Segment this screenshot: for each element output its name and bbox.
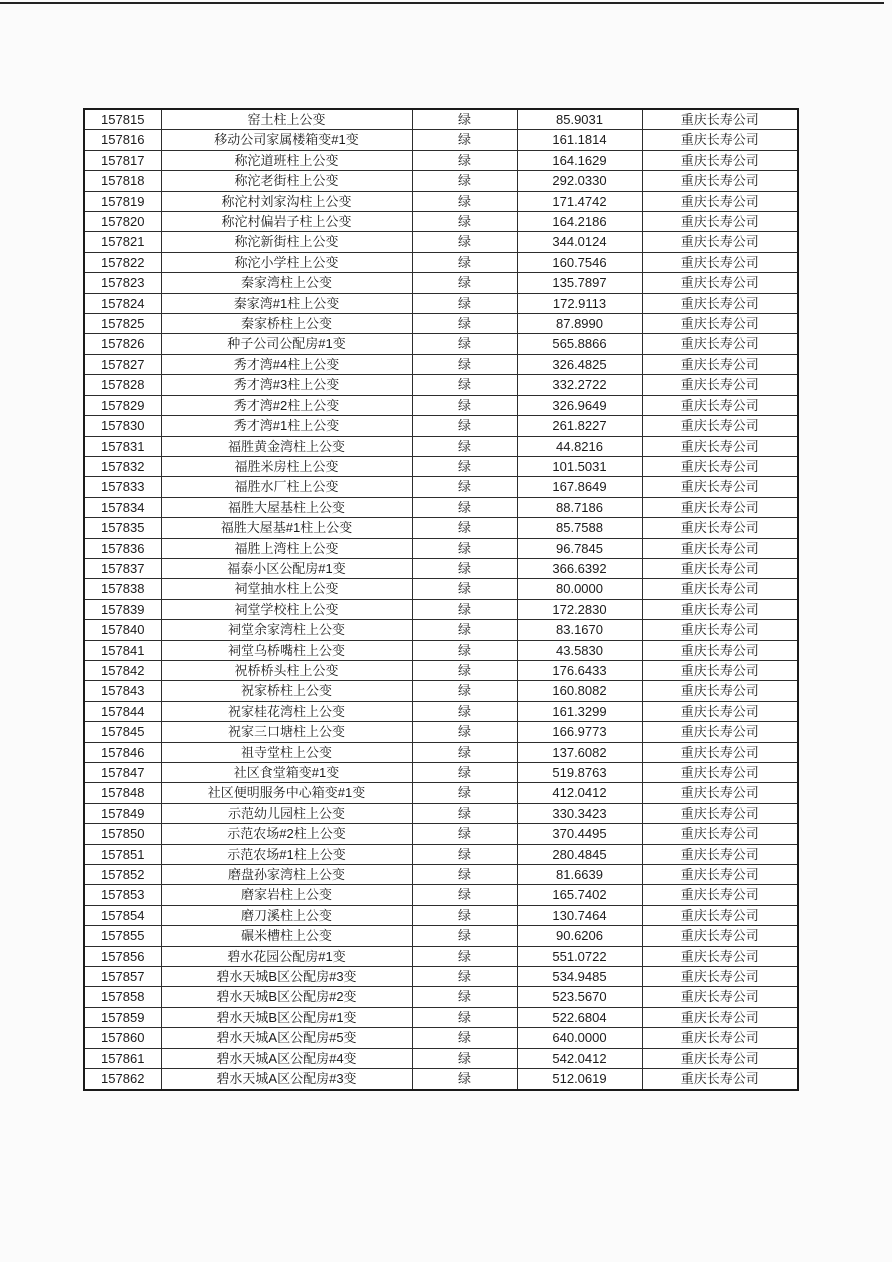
cell-id[interactable]: 157831	[84, 436, 161, 456]
cell-name[interactable]: 福胜米房柱上公变	[161, 456, 412, 476]
cell-company[interactable]: 重庆长寿公司	[642, 803, 798, 823]
cell-status[interactable]: 绿	[412, 946, 517, 966]
cell-name[interactable]: 秦家桥柱上公变	[161, 314, 412, 334]
cell-value[interactable]: 292.0330	[517, 171, 642, 191]
cell-name[interactable]: 移动公司家属楼箱变#1变	[161, 130, 412, 150]
cell-value[interactable]: 44.8216	[517, 436, 642, 456]
table-row[interactable]	[84, 1069, 798, 1090]
cell-status[interactable]: 绿	[412, 416, 517, 436]
cell-id[interactable]: 157846	[84, 742, 161, 762]
cell-status[interactable]: 绿	[412, 109, 517, 130]
table-row[interactable]	[84, 967, 798, 987]
cell-id[interactable]: 157827	[84, 354, 161, 374]
cell-id[interactable]: 157852	[84, 865, 161, 885]
cell-company[interactable]: 重庆长寿公司	[642, 1069, 798, 1090]
cell-name[interactable]: 祝家桂花湾柱上公变	[161, 701, 412, 721]
cell-status[interactable]: 绿	[412, 926, 517, 946]
cell-name[interactable]: 福泰小区公配房#1变	[161, 558, 412, 578]
cell-company[interactable]: 重庆长寿公司	[642, 1007, 798, 1027]
cell-name[interactable]: 碧水花园公配房#1变	[161, 946, 412, 966]
cell-status[interactable]: 绿	[412, 681, 517, 701]
cell-id[interactable]: 157862	[84, 1069, 161, 1090]
table-row[interactable]	[84, 579, 798, 599]
cell-id[interactable]: 157851	[84, 844, 161, 864]
table-row[interactable]	[84, 742, 798, 762]
cell-id[interactable]: 157858	[84, 987, 161, 1007]
table-body	[84, 109, 798, 1090]
cell-status[interactable]: 绿	[412, 620, 517, 640]
table-row[interactable]	[84, 803, 798, 823]
cell-id[interactable]: 157828	[84, 375, 161, 395]
cell-status[interactable]: 绿	[412, 660, 517, 680]
cell-id[interactable]: 157837	[84, 558, 161, 578]
cell-name[interactable]: 秀才湾#3柱上公变	[161, 375, 412, 395]
cell-company[interactable]: 重庆长寿公司	[642, 660, 798, 680]
cell-value[interactable]: 332.2722	[517, 375, 642, 395]
cell-id[interactable]: 157834	[84, 497, 161, 517]
cell-company[interactable]: 重庆长寿公司	[642, 926, 798, 946]
cell-status[interactable]: 绿	[412, 905, 517, 925]
cell-name[interactable]: 福胜大屋基柱上公变	[161, 497, 412, 517]
cell-company[interactable]: 重庆长寿公司	[642, 763, 798, 783]
cell-company[interactable]: 重庆长寿公司	[642, 354, 798, 374]
table-row[interactable]	[84, 681, 798, 701]
transformer-table	[83, 108, 799, 1091]
cell-name[interactable]: 称沱小学柱上公变	[161, 252, 412, 272]
cell-status[interactable]: 绿	[412, 1069, 517, 1090]
cell-id[interactable]: 157822	[84, 252, 161, 272]
table-row[interactable]	[84, 334, 798, 354]
cell-name[interactable]: 福胜大屋基#1柱上公变	[161, 518, 412, 538]
cell-value[interactable]: 43.5830	[517, 640, 642, 660]
cell-value[interactable]: 80.0000	[517, 579, 642, 599]
cell-name[interactable]: 祝家桥柱上公变	[161, 681, 412, 701]
table-row[interactable]	[84, 946, 798, 966]
cell-id[interactable]: 157841	[84, 640, 161, 660]
table-row[interactable]	[84, 987, 798, 1007]
cell-id[interactable]: 157861	[84, 1048, 161, 1068]
cell-name[interactable]: 碧水天城A区公配房#3变	[161, 1069, 412, 1090]
cell-company[interactable]: 重庆长寿公司	[642, 783, 798, 803]
cell-company[interactable]: 重庆长寿公司	[642, 742, 798, 762]
cell-status[interactable]: 绿	[412, 803, 517, 823]
cell-value[interactable]: 366.6392	[517, 558, 642, 578]
cell-name[interactable]: 秀才湾#2柱上公变	[161, 395, 412, 415]
cell-id[interactable]: 157856	[84, 946, 161, 966]
cell-company[interactable]: 重庆长寿公司	[642, 375, 798, 395]
cell-status[interactable]: 绿	[412, 456, 517, 476]
table-row[interactable]	[84, 844, 798, 864]
cell-status[interactable]: 绿	[412, 967, 517, 987]
cell-id[interactable]: 157824	[84, 293, 161, 313]
cell-status[interactable]: 绿	[412, 334, 517, 354]
cell-status[interactable]: 绿	[412, 232, 517, 252]
cell-value[interactable]: 130.7464	[517, 905, 642, 925]
cell-id[interactable]: 157859	[84, 1007, 161, 1027]
cell-company[interactable]: 重庆长寿公司	[642, 314, 798, 334]
cell-id[interactable]: 157823	[84, 273, 161, 293]
table-row[interactable]	[84, 558, 798, 578]
cell-value[interactable]: 90.6206	[517, 926, 642, 946]
cell-value[interactable]: 135.7897	[517, 273, 642, 293]
cell-company[interactable]: 重庆长寿公司	[642, 191, 798, 211]
cell-name[interactable]: 祝家三口塘柱上公变	[161, 722, 412, 742]
cell-id[interactable]: 157853	[84, 885, 161, 905]
cell-status[interactable]: 绿	[412, 538, 517, 558]
cell-value[interactable]: 164.1629	[517, 150, 642, 170]
cell-value[interactable]: 101.5031	[517, 456, 642, 476]
cell-company[interactable]: 重庆长寿公司	[642, 722, 798, 742]
cell-value[interactable]: 164.2186	[517, 212, 642, 232]
cell-company[interactable]: 重庆长寿公司	[642, 701, 798, 721]
table-row[interactable]	[84, 293, 798, 313]
cell-name[interactable]: 祝桥桥头柱上公变	[161, 660, 412, 680]
cell-value[interactable]: 85.7588	[517, 518, 642, 538]
cell-name[interactable]: 示范农场#1柱上公变	[161, 844, 412, 864]
cell-company[interactable]: 重庆长寿公司	[642, 844, 798, 864]
cell-status[interactable]: 绿	[412, 1007, 517, 1027]
cell-id[interactable]: 157850	[84, 824, 161, 844]
table-row[interactable]	[84, 599, 798, 619]
cell-value[interactable]: 344.0124	[517, 232, 642, 252]
table-row[interactable]	[84, 436, 798, 456]
table-row[interactable]	[84, 252, 798, 272]
cell-value[interactable]: 160.8082	[517, 681, 642, 701]
table-row[interactable]	[84, 1007, 798, 1027]
cell-company[interactable]: 重庆长寿公司	[642, 130, 798, 150]
table-row[interactable]	[84, 232, 798, 252]
cell-value[interactable]: 412.0412	[517, 783, 642, 803]
cell-id[interactable]: 157816	[84, 130, 161, 150]
cell-company[interactable]: 重庆长寿公司	[642, 456, 798, 476]
cell-value[interactable]: 87.8990	[517, 314, 642, 334]
cell-value[interactable]: 326.9649	[517, 395, 642, 415]
cell-name[interactable]: 社区便明服务中心箱变#1变	[161, 783, 412, 803]
cell-company[interactable]: 重庆长寿公司	[642, 171, 798, 191]
cell-id[interactable]: 157815	[84, 109, 161, 130]
table-row[interactable]	[84, 477, 798, 497]
cell-company[interactable]: 重庆长寿公司	[642, 232, 798, 252]
cell-name[interactable]: 碧水天城B区公配房#3变	[161, 967, 412, 987]
table-row[interactable]	[84, 722, 798, 742]
cell-id[interactable]: 157842	[84, 660, 161, 680]
cell-name[interactable]: 福胜上湾柱上公变	[161, 538, 412, 558]
cell-company[interactable]: 重庆长寿公司	[642, 212, 798, 232]
cell-value[interactable]: 512.0619	[517, 1069, 642, 1090]
cell-company[interactable]: 重庆长寿公司	[642, 905, 798, 925]
cell-company[interactable]: 重庆长寿公司	[642, 946, 798, 966]
table-row[interactable]	[84, 538, 798, 558]
cell-id[interactable]: 157826	[84, 334, 161, 354]
table-row[interactable]	[84, 701, 798, 721]
cell-value[interactable]: 370.4495	[517, 824, 642, 844]
cell-value[interactable]: 522.6804	[517, 1007, 642, 1027]
cell-value[interactable]: 172.9113	[517, 293, 642, 313]
cell-id[interactable]: 157849	[84, 803, 161, 823]
cell-status[interactable]: 绿	[412, 599, 517, 619]
cell-name[interactable]: 社区食堂箱变#1变	[161, 763, 412, 783]
cell-value[interactable]: 542.0412	[517, 1048, 642, 1068]
cell-company[interactable]: 重庆长寿公司	[642, 558, 798, 578]
table-row[interactable]	[84, 497, 798, 517]
cell-status[interactable]: 绿	[412, 518, 517, 538]
cell-company[interactable]: 重庆长寿公司	[642, 273, 798, 293]
cell-value[interactable]: 565.8866	[517, 334, 642, 354]
cell-status[interactable]: 绿	[412, 354, 517, 374]
cell-name[interactable]: 祠堂学校柱上公变	[161, 599, 412, 619]
cell-company[interactable]: 重庆长寿公司	[642, 518, 798, 538]
cell-name[interactable]: 碧水天城A区公配房#5变	[161, 1028, 412, 1048]
table-row[interactable]	[84, 375, 798, 395]
table-row[interactable]	[84, 885, 798, 905]
cell-name[interactable]: 窑土柱上公变	[161, 109, 412, 130]
cell-id[interactable]: 157854	[84, 905, 161, 925]
cell-name[interactable]: 磨家岩柱上公变	[161, 885, 412, 905]
table-row[interactable]	[84, 109, 798, 130]
cell-id[interactable]: 157833	[84, 477, 161, 497]
cell-value[interactable]: 172.2830	[517, 599, 642, 619]
cell-status[interactable]: 绿	[412, 722, 517, 742]
cell-name[interactable]: 称沱老街柱上公变	[161, 171, 412, 191]
table-row[interactable]	[84, 905, 798, 925]
cell-company[interactable]: 重庆长寿公司	[642, 1028, 798, 1048]
cell-id[interactable]: 157832	[84, 456, 161, 476]
cell-status[interactable]: 绿	[412, 212, 517, 232]
cell-company[interactable]: 重庆长寿公司	[642, 865, 798, 885]
cell-id[interactable]: 157840	[84, 620, 161, 640]
cell-company[interactable]: 重庆长寿公司	[642, 497, 798, 517]
table-row[interactable]	[84, 926, 798, 946]
table-row[interactable]	[84, 763, 798, 783]
cell-name[interactable]: 碧水天城B区公配房#1变	[161, 1007, 412, 1027]
cell-status[interactable]: 绿	[412, 558, 517, 578]
table-row[interactable]	[84, 824, 798, 844]
cell-name[interactable]: 称沱村刘家沟柱上公变	[161, 191, 412, 211]
table-row[interactable]	[84, 212, 798, 232]
table-row[interactable]	[84, 171, 798, 191]
table-row[interactable]	[84, 191, 798, 211]
cell-value[interactable]: 88.7186	[517, 497, 642, 517]
cell-status[interactable]: 绿	[412, 150, 517, 170]
cell-company[interactable]: 重庆长寿公司	[642, 293, 798, 313]
cell-id[interactable]: 157847	[84, 763, 161, 783]
cell-value[interactable]: 523.5670	[517, 987, 642, 1007]
cell-value[interactable]: 280.4845	[517, 844, 642, 864]
cell-value[interactable]: 551.0722	[517, 946, 642, 966]
cell-status[interactable]: 绿	[412, 844, 517, 864]
cell-status[interactable]: 绿	[412, 375, 517, 395]
cell-name[interactable]: 称沱新街柱上公变	[161, 232, 412, 252]
cell-value[interactable]: 161.3299	[517, 701, 642, 721]
cell-value[interactable]: 326.4825	[517, 354, 642, 374]
cell-name[interactable]: 祠堂乌桥嘴柱上公变	[161, 640, 412, 660]
table-row[interactable]	[84, 660, 798, 680]
table-row[interactable]	[84, 620, 798, 640]
cell-id[interactable]: 157829	[84, 395, 161, 415]
cell-name[interactable]: 称沱村偏岩子柱上公变	[161, 212, 412, 232]
cell-name[interactable]: 碧水天城A区公配房#4变	[161, 1048, 412, 1068]
table-row[interactable]	[84, 783, 798, 803]
table-row[interactable]	[84, 416, 798, 436]
page-top-divider	[0, 2, 884, 4]
cell-company[interactable]: 重庆长寿公司	[642, 987, 798, 1007]
cell-name[interactable]: 祖寺堂柱上公变	[161, 742, 412, 762]
cell-name[interactable]: 种子公司公配房#1变	[161, 334, 412, 354]
cell-value[interactable]: 330.3423	[517, 803, 642, 823]
cell-id[interactable]: 157860	[84, 1028, 161, 1048]
table-row[interactable]	[84, 354, 798, 374]
cell-name[interactable]: 称沱道班柱上公变	[161, 150, 412, 170]
cell-id[interactable]: 157848	[84, 783, 161, 803]
cell-id[interactable]: 157838	[84, 579, 161, 599]
cell-value[interactable]: 176.6433	[517, 660, 642, 680]
cell-name[interactable]: 磨盘孙家湾柱上公变	[161, 865, 412, 885]
cell-status[interactable]: 绿	[412, 885, 517, 905]
table-row[interactable]	[84, 150, 798, 170]
cell-status[interactable]: 绿	[412, 1028, 517, 1048]
cell-value[interactable]: 81.6639	[517, 865, 642, 885]
cell-status[interactable]: 绿	[412, 395, 517, 415]
cell-company[interactable]: 重庆长寿公司	[642, 599, 798, 619]
cell-name[interactable]: 祠堂余家湾柱上公变	[161, 620, 412, 640]
table-row[interactable]	[84, 456, 798, 476]
cell-id[interactable]: 157830	[84, 416, 161, 436]
cell-company[interactable]: 重庆长寿公司	[642, 1048, 798, 1068]
cell-status[interactable]: 绿	[412, 273, 517, 293]
cell-id[interactable]: 157821	[84, 232, 161, 252]
cell-status[interactable]: 绿	[412, 742, 517, 762]
table-row[interactable]	[84, 1048, 798, 1068]
cell-name[interactable]: 福胜水厂柱上公变	[161, 477, 412, 497]
cell-value[interactable]: 261.8227	[517, 416, 642, 436]
cell-status[interactable]: 绿	[412, 640, 517, 660]
cell-company[interactable]: 重庆长寿公司	[642, 109, 798, 130]
cell-id[interactable]: 157820	[84, 212, 161, 232]
cell-value[interactable]: 166.9773	[517, 722, 642, 742]
cell-company[interactable]: 重庆长寿公司	[642, 416, 798, 436]
cell-name[interactable]: 祠堂抽水柱上公变	[161, 579, 412, 599]
cell-status[interactable]: 绿	[412, 701, 517, 721]
cell-value[interactable]: 165.7402	[517, 885, 642, 905]
cell-id[interactable]: 157845	[84, 722, 161, 742]
cell-company[interactable]: 重庆长寿公司	[642, 681, 798, 701]
cell-company[interactable]: 重庆长寿公司	[642, 538, 798, 558]
cell-value[interactable]: 161.1814	[517, 130, 642, 150]
table-row[interactable]	[84, 865, 798, 885]
cell-status[interactable]: 绿	[412, 130, 517, 150]
cell-value[interactable]: 171.4742	[517, 191, 642, 211]
cell-status[interactable]: 绿	[412, 763, 517, 783]
cell-value[interactable]: 167.8649	[517, 477, 642, 497]
cell-id[interactable]: 157825	[84, 314, 161, 334]
cell-company[interactable]: 重庆长寿公司	[642, 150, 798, 170]
cell-name[interactable]: 磨刀溪柱上公变	[161, 905, 412, 925]
cell-value[interactable]: 83.1670	[517, 620, 642, 640]
table-row[interactable]	[84, 314, 798, 334]
cell-status[interactable]: 绿	[412, 497, 517, 517]
cell-status[interactable]: 绿	[412, 824, 517, 844]
cell-status[interactable]: 绿	[412, 436, 517, 456]
cell-id[interactable]: 157817	[84, 150, 161, 170]
cell-name[interactable]: 碧水天城B区公配房#2变	[161, 987, 412, 1007]
cell-id[interactable]: 157818	[84, 171, 161, 191]
cell-status[interactable]: 绿	[412, 252, 517, 272]
cell-value[interactable]: 519.8763	[517, 763, 642, 783]
cell-company[interactable]: 重庆长寿公司	[642, 395, 798, 415]
cell-status[interactable]: 绿	[412, 171, 517, 191]
cell-name[interactable]: 秀才湾#4柱上公变	[161, 354, 412, 374]
cell-id[interactable]: 157844	[84, 701, 161, 721]
table-row[interactable]	[84, 640, 798, 660]
cell-value[interactable]: 160.7546	[517, 252, 642, 272]
cell-status[interactable]: 绿	[412, 865, 517, 885]
cell-id[interactable]: 157836	[84, 538, 161, 558]
cell-company[interactable]: 重庆长寿公司	[642, 252, 798, 272]
cell-company[interactable]: 重庆长寿公司	[642, 640, 798, 660]
cell-name[interactable]: 示范幼儿园柱上公变	[161, 803, 412, 823]
cell-status[interactable]: 绿	[412, 783, 517, 803]
cell-company[interactable]: 重庆长寿公司	[642, 436, 798, 456]
cell-company[interactable]: 重庆长寿公司	[642, 824, 798, 844]
cell-company[interactable]: 重庆长寿公司	[642, 334, 798, 354]
table-row[interactable]	[84, 1028, 798, 1048]
table-row[interactable]	[84, 395, 798, 415]
cell-status[interactable]: 绿	[412, 579, 517, 599]
cell-company[interactable]: 重庆长寿公司	[642, 885, 798, 905]
transformer-table-container	[83, 108, 797, 1091]
cell-status[interactable]: 绿	[412, 314, 517, 334]
cell-value[interactable]: 640.0000	[517, 1028, 642, 1048]
cell-status[interactable]: 绿	[412, 987, 517, 1007]
cell-status[interactable]: 绿	[412, 191, 517, 211]
cell-value[interactable]: 96.7845	[517, 538, 642, 558]
cell-name[interactable]: 碾米槽柱上公变	[161, 926, 412, 946]
cell-name[interactable]: 秦家湾#1柱上公变	[161, 293, 412, 313]
cell-id[interactable]: 157857	[84, 967, 161, 987]
cell-value[interactable]: 137.6082	[517, 742, 642, 762]
cell-status[interactable]: 绿	[412, 1048, 517, 1068]
cell-status[interactable]: 绿	[412, 293, 517, 313]
cell-value[interactable]: 534.9485	[517, 967, 642, 987]
cell-id[interactable]: 157839	[84, 599, 161, 619]
table-row[interactable]	[84, 273, 798, 293]
cell-id[interactable]: 157819	[84, 191, 161, 211]
table-row[interactable]	[84, 130, 798, 150]
cell-status[interactable]: 绿	[412, 477, 517, 497]
cell-value[interactable]: 85.9031	[517, 109, 642, 130]
cell-name[interactable]: 示范农场#2柱上公变	[161, 824, 412, 844]
cell-company[interactable]: 重庆长寿公司	[642, 967, 798, 987]
cell-name[interactable]: 秀才湾#1柱上公变	[161, 416, 412, 436]
cell-company[interactable]: 重庆长寿公司	[642, 579, 798, 599]
cell-id[interactable]: 157843	[84, 681, 161, 701]
cell-name[interactable]: 秦家湾柱上公变	[161, 273, 412, 293]
cell-id[interactable]: 157835	[84, 518, 161, 538]
table-row[interactable]	[84, 518, 798, 538]
cell-company[interactable]: 重庆长寿公司	[642, 477, 798, 497]
cell-id[interactable]: 157855	[84, 926, 161, 946]
cell-name[interactable]: 福胜黄金湾柱上公变	[161, 436, 412, 456]
cell-company[interactable]: 重庆长寿公司	[642, 620, 798, 640]
